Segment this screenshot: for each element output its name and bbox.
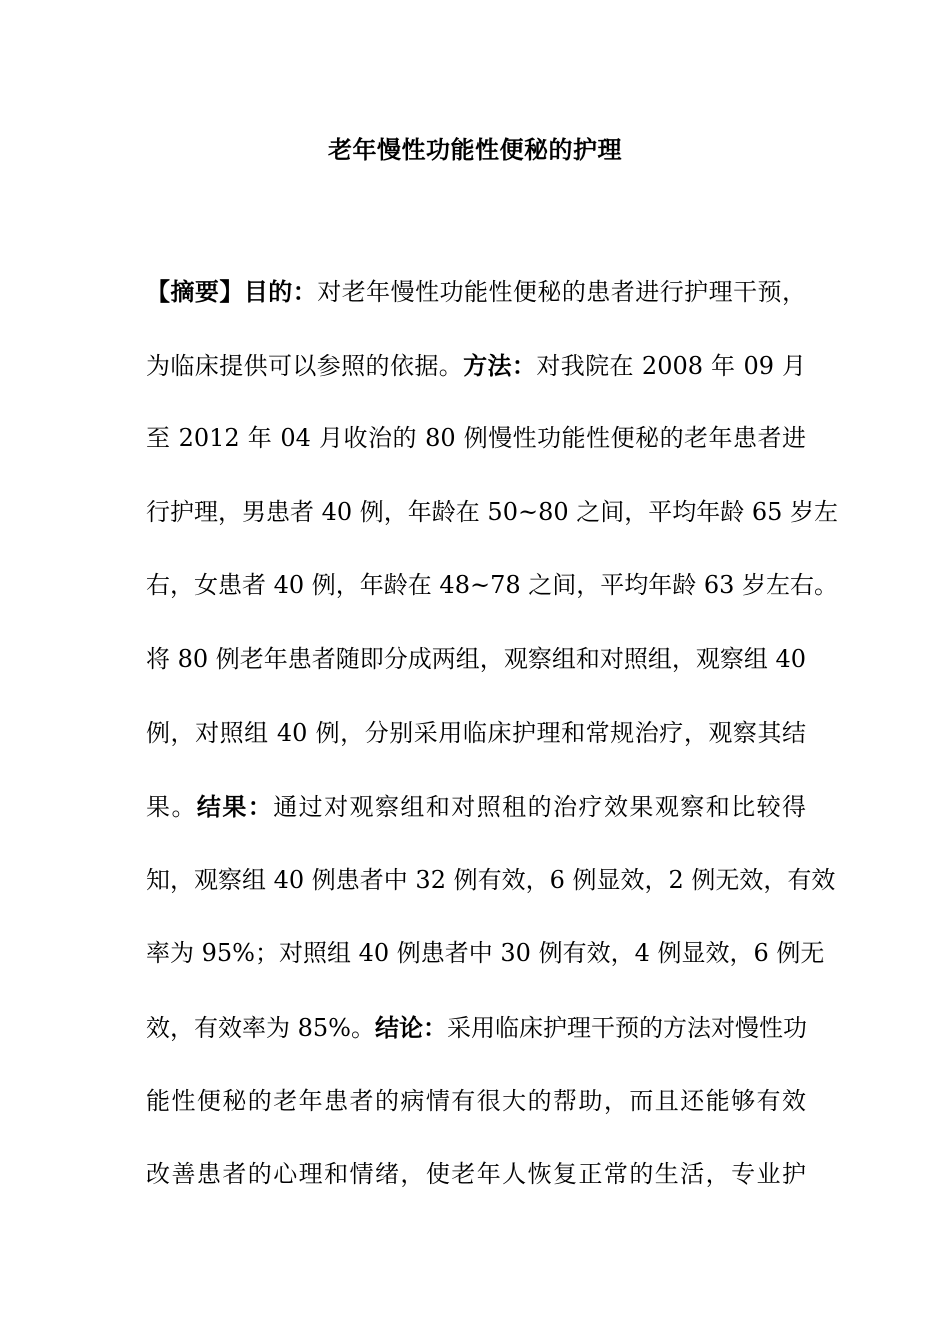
abstract-text: 对我院在 2008 年 09 月 xyxy=(536,351,807,380)
abstract-heading: 方法： xyxy=(463,350,537,380)
abstract-text: 果。 xyxy=(146,793,197,822)
abstract-line xyxy=(146,255,806,329)
abstract-line xyxy=(146,1138,806,1212)
abstract-line xyxy=(146,770,806,844)
abstract-line xyxy=(146,697,806,771)
abstract-text: 右，女患者 40 例，年龄在 48~78 之间，平均年龄 63 岁左右。 xyxy=(146,571,839,600)
abstract-text: 行护理，男患者 40 例，年龄在 50~80 之间，平均年龄 65 岁左 xyxy=(146,497,839,526)
abstract-text: 为临床提供可以参照的依据。 xyxy=(146,351,464,380)
abstract-text: 对老年慢性功能性便秘的患者进行护理干预， xyxy=(317,278,807,306)
document-title: 老年慢性功能性便秘的护理 xyxy=(328,135,622,164)
abstract-line xyxy=(146,476,839,550)
abstract-line xyxy=(146,991,806,1065)
abstract-text: 至 2012 年 04 月收治的 80 例慢性功能性便秘的老年患者进 xyxy=(146,424,806,453)
abstract-text: 将 80 例老年患者随即分成两组，观察组和对照组，观察组 40 xyxy=(146,644,806,673)
abstract-line xyxy=(146,917,825,991)
abstract-text: 知，观察组 40 例患者中 32 例有效，6 例显效，2 例无效，有效 xyxy=(146,865,836,894)
abstract-text: 能性便秘的老年患者的病情有很大的帮助，而且还能够有效 xyxy=(146,1086,806,1115)
abstract-line xyxy=(146,329,806,403)
abstract-text: 采用临床护理干预的方法对慢性功 xyxy=(446,1013,807,1042)
abstract-line xyxy=(146,549,839,623)
abstract-heading: 【摘要】目的： xyxy=(146,277,318,306)
abstract-body xyxy=(146,255,839,1212)
abstract-text: 例，对照组 40 例，分别采用临床护理和常规治疗，观察其结 xyxy=(146,718,806,747)
abstract-heading: 结果： xyxy=(196,792,274,822)
abstract-text: 改善患者的心理和情绪，使老年人恢复正常的生活，专业护 xyxy=(146,1160,806,1189)
abstract-line xyxy=(146,623,806,697)
abstract-line xyxy=(146,402,806,476)
abstract-text: 通过对观察组和对照租的治疗效果观察和比较得 xyxy=(273,793,807,822)
abstract-line xyxy=(146,844,836,918)
abstract-text: 率为 95%；对照组 40 例患者中 30 例有效，4 例显效，6 例无 xyxy=(146,939,825,968)
abstract-heading: 结论： xyxy=(374,1012,447,1042)
abstract-line xyxy=(146,1065,806,1139)
abstract-text: 效，有效率为 85%。 xyxy=(146,1013,375,1042)
